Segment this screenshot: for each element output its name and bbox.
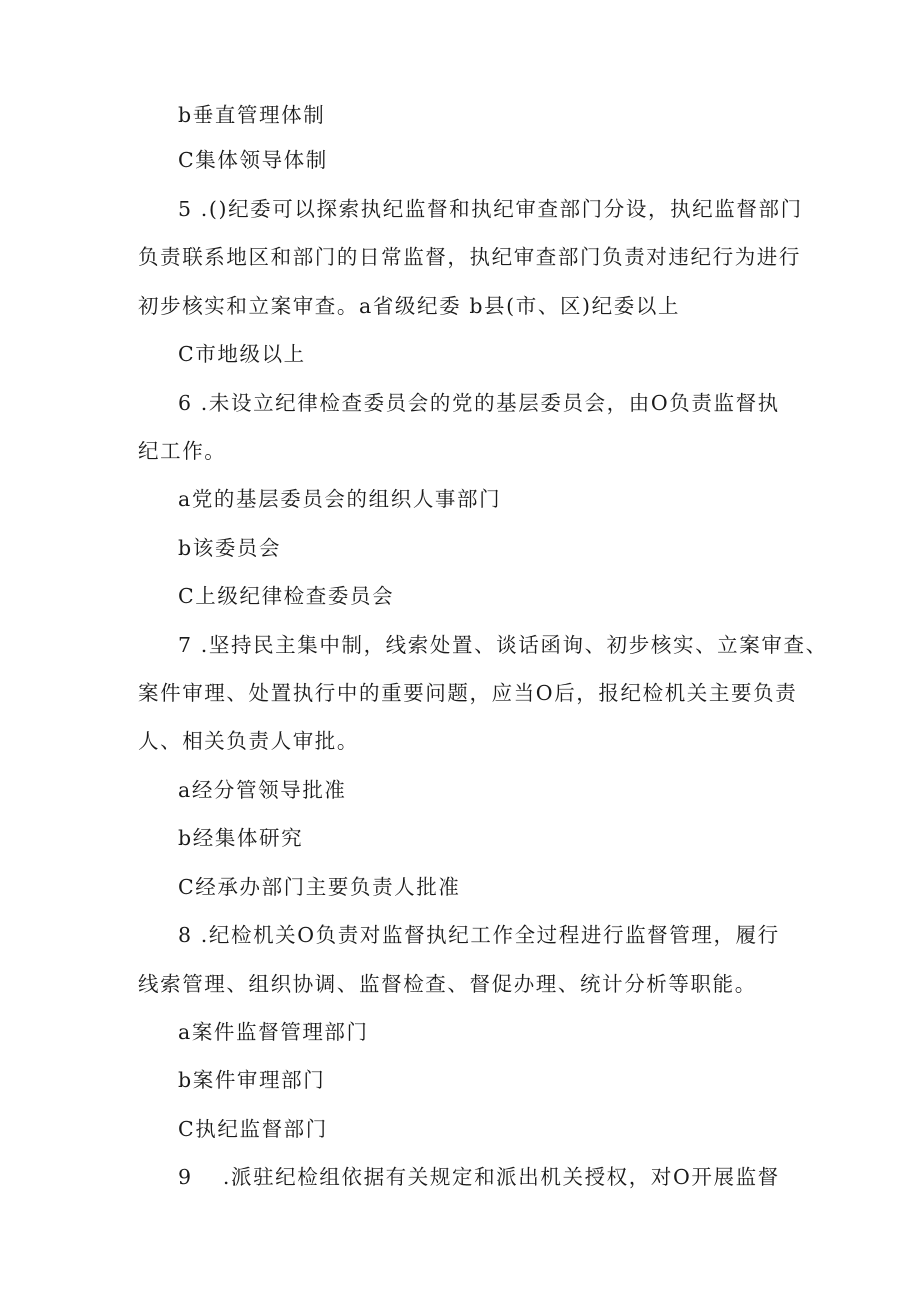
q6-text-line-1: 6 .未设立纪律检查委员会的党的基层委员会，由O负责监督执 bbox=[178, 391, 780, 415]
q7-text-line-1: 7 .坚持民主集中制，线索处置、谈话函询、初步核实、立案审查、 bbox=[178, 633, 828, 657]
q6-option-b: b该委员会 bbox=[178, 536, 282, 560]
q7-option-a: a经分管领导批准 bbox=[178, 778, 347, 802]
q6-option-a: a党的基层委员会的组织人事部门 bbox=[178, 487, 502, 511]
q7-text-line-2: 案件审理、处置执行中的重要问题，应当O后，报纪检机关主要负责 bbox=[138, 681, 798, 705]
q5-option-c: C市地级以上 bbox=[178, 342, 306, 366]
q4-option-c: C集体领导体制 bbox=[178, 148, 328, 172]
q7-text-line-3: 人、相关负责人审批。 bbox=[138, 729, 359, 753]
q7-option-b: b经集体研究 bbox=[178, 826, 304, 850]
q6-option-c: C上级纪律检查委员会 bbox=[178, 584, 395, 608]
q9-text-line-1: 9 .派驻纪检组依据有关规定和派出机关授权，对O开展监督 bbox=[178, 1165, 780, 1189]
q5-text-line-2: 负责联系地区和部门的日常监督，执纪审查部门负责对违纪行为进行 bbox=[138, 245, 801, 269]
q5-text-line-1: 5 .()纪委可以探索执纪监督和执纪审查部门分设，执纪监督部门 bbox=[178, 197, 803, 221]
q5-text-line-3: 初步核实和立案审查。a省级纪委 b县(市、区)纪委以上 bbox=[138, 294, 681, 318]
q8-option-b: b案件审理部门 bbox=[178, 1068, 326, 1092]
q8-text-line-2: 线索管理、组织协调、监督检查、督促办理、统计分析等职能。 bbox=[138, 972, 757, 996]
q6-text-line-2: 纪工作。 bbox=[138, 439, 227, 463]
q8-option-a: a案件监督管理部门 bbox=[178, 1020, 369, 1044]
q4-option-b: b垂直管理体制 bbox=[178, 103, 326, 127]
q8-text-line-1: 8 .纪检机关O负责对监督执纪工作全过程进行监督管理，履行 bbox=[178, 923, 780, 947]
q7-option-c: C经承办部门主要负责人批准 bbox=[178, 875, 461, 899]
q8-option-c: C执纪监督部门 bbox=[178, 1117, 328, 1141]
